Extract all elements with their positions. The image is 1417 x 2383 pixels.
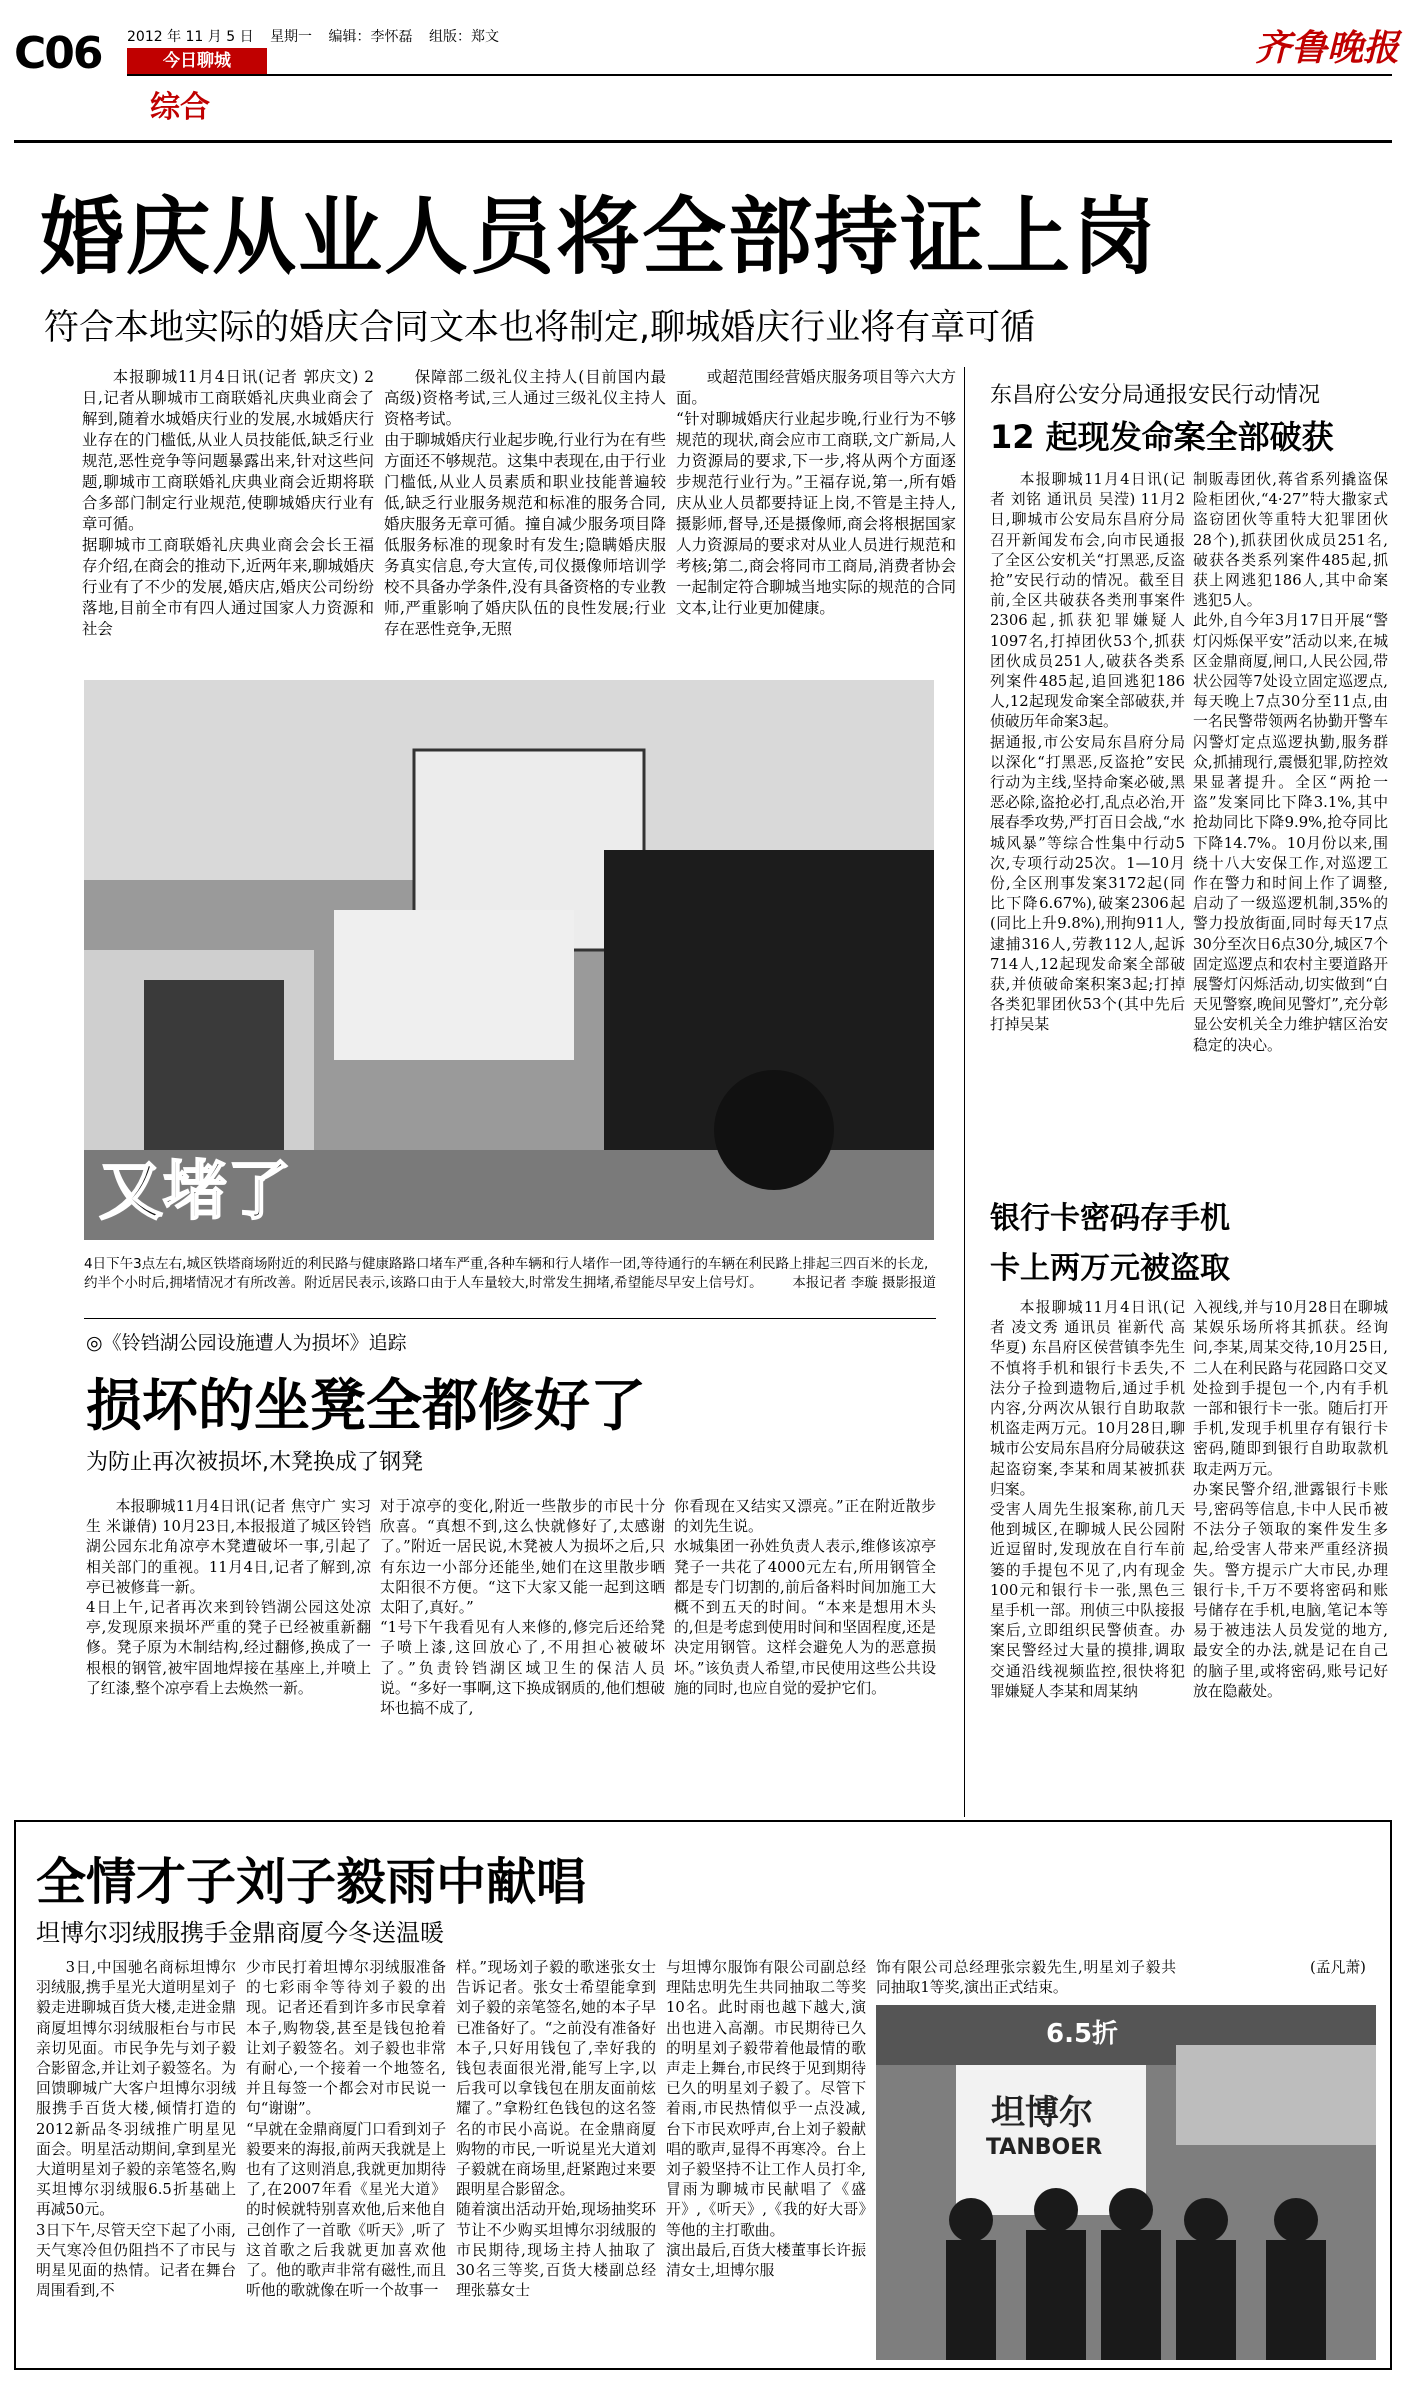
section-tab: 今日聊城 — [127, 48, 267, 74]
police-col-2: 制販毒团伙,蒋省系列撬盗保险柜团伙,“4·27”特大撒家式盗窃团伙等重特大犯罪团伙28个),抓获团伙成员251名,破获各类系列案件485起,抓获上网逃犯186人,其中命案逃犯5人。 此外,自今年3月17日开展“警灯闪烁保平安”活动以来,在城区金鼎商厦,闸口,人民公园,带状公园等7处设立固定巡逻点,每天晚上7点30分至11点,由一名民警带领两名协勤开警车闪警灯定点巡逻执勤,服务群众,抓捕现行,震慑犯罪,防控效果显著提升。全区“两抢一盗”发案同比下降3.1%,其中抢劫同比下降9.9%,抢夺同比下降14.7%。10月份以来,围绕十八大安保工作,对巡逻工作在警力和时间上作了调整,启动了一级巡逻机制,35%的警力投放街面,同时每天17点30分至次日6点30分,城区7个固定巡逻点和农村主要道路开展警灯闪烁活动,切实做到“白天见警察,晚间见警灯”,充分彰显公安机关全力维护辖区治安稳定的决心。 — [1193, 471, 1388, 1054]
concert-col-2: 少市民打着坦博尔羽绒服准备的七彩雨伞等待刘子毅的出现。记者还看到许多市民拿着本子,购物袋,甚至是钱包抢着让刘子毅签名。刘子毅也非常有耐心,一个接着一个地签名,并且每签一个都会对市民说一句“谢谢”。 “早就在金鼎商厦门口看到刘子毅要来的海报,前两天我就是上也有了这则消息,我就更加期待了,在2007年看《星光大道》的时候就特别喜欢他,后来他自己创作了一首歌《听天》,听了这首歌之后我就更加喜欢他了。他的歌声非常有磁性,而且听他的歌就像在听一个故事一 — [246, 1959, 446, 2300]
header-rule — [127, 74, 1392, 76]
bench-rule — [84, 1318, 936, 1319]
concert-col-1: 3日,中国驰名商标坦博尔羽绒服,携手星光大道明星刘子毅走进聊城百货大楼,走进金鼎商厦坦博尔羽绒服柜台与市民亲切见面。市民争先与刘子毅合影留念,并让刘子毅签名。为回馈聊城广大客户坦博尔羽绒服携手百货大楼,倾情打造的2012新品冬羽绒推广明星见面会。明星活动期间,拿到星光大道明星刘子毅的亲笔签名,购买坦博尔羽绒服6.5折基础上再减50元。 3日下午,尽管天空下起了小雨,天气寒冷但仍阻挡不了市民与明星见面的热情。记者在舞台周围看到,不 — [36, 1959, 236, 2300]
discount-banner: 6.5折 — [1046, 2019, 1119, 2049]
layout-editor: 组版：郑文 — [428, 29, 499, 45]
store-sign-en: TANBOER — [986, 2135, 1103, 2160]
concert-photo-image — [876, 2005, 1376, 2360]
police-col-1: 本报聊城11月4日讯(记者 刘铭 通讯员 吴滢) 11月2日,聊城市公安局东昌府分局召开新闻发布会,向市民通报了全区公安机关“打黑恶,反盗抢”安民行动的情况。截至目前,全区共破获各类刑事案件2306起,抓获犯罪嫌疑人1097名,打掉团伙53个,抓获团伙成员251人,破获各类系列案件485起,追回逃犯186人,12起现发命案全部破获,并侦破历年命案3起。 据通报,市公安局东昌府分局以深化“打黑恶,反盗抢”安民行动为主线,坚持命案必破,黑恶必除,盗抢必打,乱点必治,开展春季攻势,严打百日会战,“水城风暴”等综合性集中行动5次,专项行动25次。1—10月份,全区刑事发案3172起(同比下降6.67%),破案2306起(同比上升9.8%),刑拘911人,逮捕316人,劳教112人,起诉714人,12起现发命案全部破获,并侦破命案积案3起;打掉各类犯罪团伙53个(其中先后打掉吴某 — [990, 471, 1185, 1034]
bench-kicker: ◎《铃铛湖公园设施遭人为损坏》追踪 — [86, 1332, 407, 1354]
concert-credit: (孟凡萧) — [1310, 1959, 1366, 1976]
concert-subtitle: 坦博尔羽绒服携手金鼎商厦今冬送温暖 — [36, 1919, 444, 1947]
bank-headline-2: 卡上两万元被盗取 — [990, 1251, 1230, 1286]
police-headline: 12 起现发命案全部破获 — [990, 418, 1334, 456]
concert-col-4: 与坦博尔服饰有限公司副总经理陆忠明先生共同抽取二等奖10名。此时雨也越下越大,演出也进入高潮。市民期待已久的明星刘子毅带着他最情的歌声走上舞台,市民终于见到期待已久的明星刘子毅了。尽管下着雨,市民热情似乎一点没减,台下市民欢呼声,台上刘子毅献唱的歌声,显得不再寒冷。台上刘子毅坚持不让工作人员打伞,冒雨为聊城市民献唱了《盛开》,《听天》,《我的好大哥》等他的主打歌曲。 演出最后,百货大楼董事长许振清女士,坦博尔服 — [666, 1959, 866, 2280]
bench-col-2: 对于凉亭的变化,附近一些散步的市民十分欣喜。“真想不到,这么快就修好了,太感谢了。”附近一居民说,木凳被人为损坏之后,只有东边一小部分还能坐,她们在这里散步晒太阳很不方便。“这下大家又能一起到这晒太阳了,真好。” “1号下午我看见有人来修的,修完后还给凳子喷上漆,这回放心了,不用担心被破坏了。”负责铃铛湖区域卫生的保洁人员说。“多好一事啊,这下换成钢质的,他们想破坏也搞不成了, — [380, 1498, 665, 1718]
caption-text: 4日下午3点左右,城区铁塔商场附近的利民路与健康路路口堵车严重,各种车辆和行人堵作一团,等待通行的车辆在利民路上排起三四百米的长龙,约半个小时后,拥堵情况才有所改善。附近居民表示,该路口由于人车量较大,时常发生拥堵,希望能尽早安上信号灯。 — [84, 1256, 929, 1291]
column-label: 综合 — [150, 90, 210, 125]
concert-photo — [876, 2005, 1376, 2360]
page-number: C06 — [14, 28, 102, 79]
lead-headline: 婚庆从业人员将全部持证上岗 — [40, 188, 1159, 286]
bench-col-1: 本报聊城11月4日讯(记者 焦守广 实习生 米谦倩) 10月23日,本报报道了城区铃铛湖公园东北角凉亭木凳遭破坏一事,引起了相关部门的重视。11月4日,记者了解到,凉亭已被修葺一新。 4日上午,记者再次来到铃铛湖公园这处凉亭,发现原来损坏严重的凳子已经被重新翻修。凳子原为木制结构,经过翻修,换成了一根根的钢管,被牢固地焊接在基座上,并喷上了红漆,整个凉亭看上去焕然一新。 — [86, 1498, 371, 1697]
lead-col-1: 本报聊城11月4日讯(记者 郭庆文) 2日,记者从聊城市工商联婚礼庆典业商会了解到,随着水城婚庆行业的发展,水城婚庆行业存在的门槛低,从业人员技能低,缺乏行业规范,恶性竞争等问题暴露出来,针对这些问题,聊城市工商联婚礼庆典业商会近期将联合多部门制定行业规范,使聊城婚庆行业有章可循。 据聊城市工商联婚礼庆典业商会会长王福存介绍,在商会的推动下,近两年来,聊城婚庆行业有了不少的发展,婚庆店,婚庆公司纷纷落地,目前全市有四人通过国家人力资源和社会 — [82, 368, 374, 638]
lead-subtitle: 符合本地实际的婚庆合同文本也将制定,聊城婚庆行业将有章可循 — [44, 308, 1036, 348]
lead-col-3: 或超范围经营婚庆服务项目等六大方面。 “针对聊城婚庆行业起步晚,行业行为不够规范的现状,商会应市工商联,文广新局,人力资源局的要求,下一步,将从两个方面逐步规范行业行为。”王福存说,第一,所有婚庆从业人员都要持证上岗,不管是主持人,摄影师,督导,还是摄像师,商会将根据国家人力资源局的要求对从业人员进行规范和考核;第二,商会将同市工商局,消费者协会一起制定符合聊城当地实际的规范的合同文本,让行业更加健康。 — [676, 368, 956, 617]
top-rule — [14, 140, 1392, 143]
photo-credit: 本报记者 李璇 摄影报道 — [792, 1275, 936, 1291]
bank-headline-1: 银行卡密码存手机 — [990, 1201, 1230, 1236]
editor: 编辑：李怀磊 — [328, 29, 413, 45]
date: 2012 年 11 月 5 日 — [127, 29, 254, 45]
bank-col-2: 入视线,并与10月28日在聊城某娱乐场所将其抓获。经询问,李某,周某交待,10月25日,二人在利民路与花园路口交叉处捡到手提包一个,内有手机一部和银行卡一张。随后打开手机,发现手机里存有银行卡密码,随即到银行自助取款机取走两万元。 办案民警介绍,泄露银行卡账号,密码等信息,卡中人民币被不法分子领取的案件发生多起,给受害人带来严重经济损失。警方提示广大市民,办理银行卡,千万不要将密码和账号储存在手机,电脑,笔记本等易于被违法人员发觉的地方,最安全的办法,就是记在自己的脑子里,或将密码,账号记好放在隐蔽处。 — [1193, 1299, 1388, 1700]
bench-headline: 损坏的坐凳全都修好了 — [86, 1374, 646, 1439]
traffic-photo-caption — [84, 1255, 936, 1293]
concert-headline: 全情才子刘子毅雨中献唱 — [36, 1853, 586, 1911]
lead-col-2: 保障部二级礼仪主持人(目前国内最高级)资格考试,三人通过三级礼仪主持人资格考试。 由于聊城婚庆行业起步晚,行业行为在有些方面还不够规范。这集中表现在,由于行业门槛低,从业人员素质和职业技能普遍较低,缺乏行业服务规范和标准的服务合同,婚庆服务无章可循。撞自减少服务项目降低服务标准的现象时有发生;隐瞒婚庆服务真实信息,夸大宣传,司仪摄像师培训学校不具备办学条件,没有具备资格的专业教师,严重影响了婚庆队伍的良性发展;行业存在恶性竞争,无照 — [384, 368, 666, 638]
newspaper-logo: 齐鲁晚报 — [1255, 27, 1400, 69]
store-sign: 坦博尔 — [991, 2093, 1093, 2133]
traffic-photo — [84, 680, 934, 1240]
bank-col-1: 本报聊城11月4日讯(记者 凌文秀 通讯员 崔新代 高华夏) 东昌府区侯营镇李先生不慎将手机和银行卡丢失,不法分子捡到遗物后,通过手机内容,分两次从银行自助取款机盗走两万元。10月28日,聊城市公安局东昌府分局破获这起盗窃案,李某和周某被抓获归案。 受害人周先生报案称,前几天他到城区,在聊城人民公园附近逗留时,发现放在自行车前篓的手提包不见了,内有现金100元和银行卡一张,黑色三星手机一部。刑侦三中队接报案后,立即组织民警侦查。办案民警经过大量的摸排,调取交通沿线视频监控,很快将犯罪嫌疑人李某和周某纳 — [990, 1299, 1185, 1700]
masthead-date — [127, 26, 499, 46]
bench-col-3: 你看现在又结实又漂亮。”正在附近散步的刘先生说。 水城集团一孙姓负责人表示,维修该凉亭凳子一共花了4000元左右,所用钢管全都是专门切割的,前后备料时间加施工大概不到五天的时间。“本来是想用木头的,但是考虑到使用时间和坚固程度,还是决定用钢管。这样会避免人为的恶意损坏。”该负责人希望,市民使用这些公共设施的同时,也应自觉的爱护它们。 — [674, 1498, 936, 1697]
concert-col-3: 样。”现场刘子毅的歌迷张女士告诉记者。张女士希望能拿到刘子毅的亲笔签名,她的本子早已准备好了。“之前没有准备好本子,只好用钱包了,幸好我的钱包表面很光滑,能写上字,以后我可以拿钱包在朋友面前炫耀了。”拿粉红色钱包的这名签名的市民小高说。在金鼎商厦购物的市民,一听说星光大道刘子毅就在商场里,赶紧跑过来要跟明星合影留念。 随着演出活动开始,现场抽奖环节让不少购买坦博尔羽绒服的市民期待,现场主持人抽取了30名三等奖,百货大楼副总经理张慕女士 — [456, 1959, 656, 2300]
police-kicker: 东昌府公安分局通报安民行动情况 — [990, 383, 1321, 408]
concert-col-5: 饰有限公司总经理张宗毅先生,明星刘子毅共同抽取1等奖,演出正式结束。 — [876, 1959, 1176, 1997]
weekday: 星期一 — [270, 29, 313, 45]
photo-overlay-text: 又堵了 — [99, 1155, 291, 1229]
column-divider — [964, 367, 965, 1817]
bench-subtitle: 为防止再次被损坏,木凳换成了钢凳 — [86, 1450, 423, 1475]
